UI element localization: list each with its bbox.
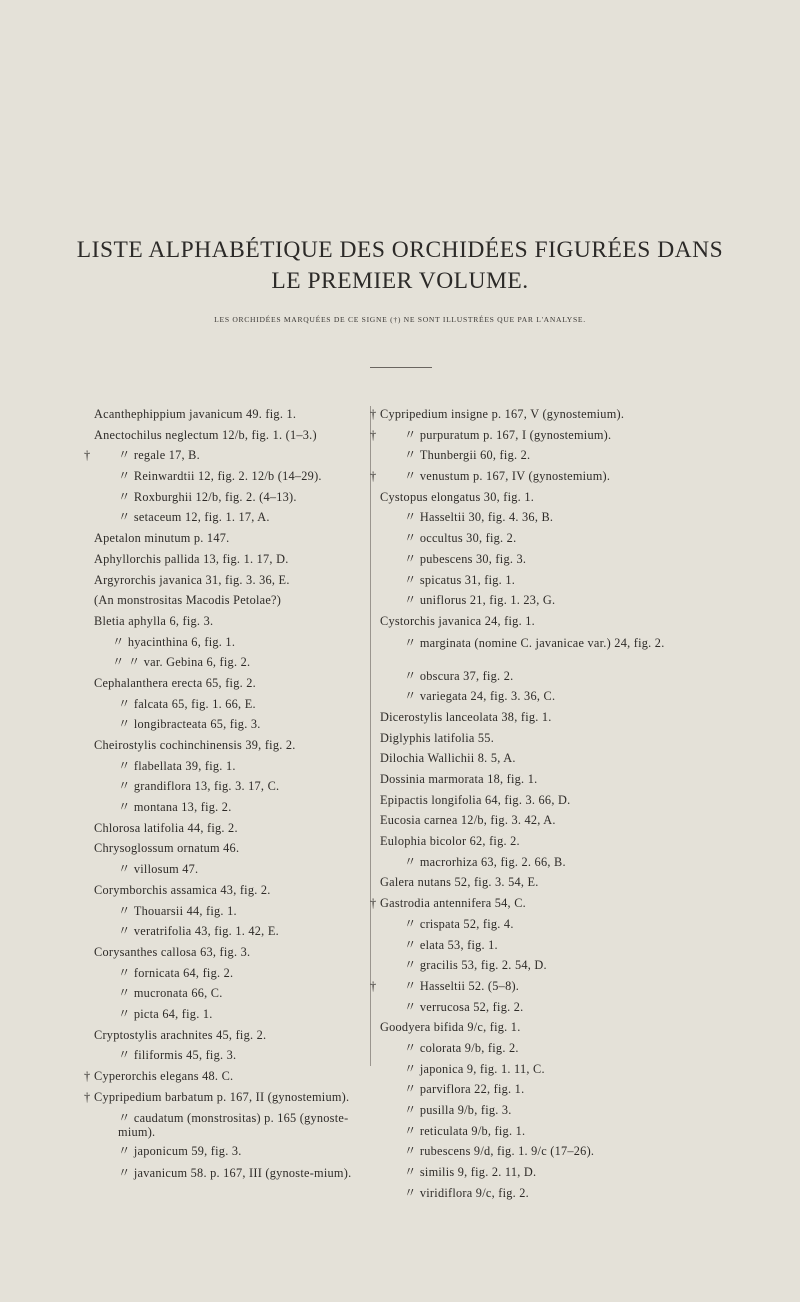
list-item (380, 445, 680, 466)
list-item (380, 590, 680, 611)
entry-text: 〃 pusilla 9/b, fig. 3. (404, 1103, 512, 1117)
entry-text: 〃 variegata 24, fig. 3. 36, C. (404, 689, 556, 704)
list-item (380, 1038, 680, 1059)
list-item (380, 632, 680, 666)
list-item (380, 1017, 680, 1038)
entry-text: 〃 colorata 9/b, fig. 2. (404, 1040, 519, 1055)
entry-text: 〃 hyacinthina 6, fig. 1. (112, 634, 236, 649)
entry-text: 〃 Hasseltii 52. (5–8). (404, 978, 520, 993)
entry-text: Eucosia carnea 12/b, fig. 3. 42, A. (380, 813, 556, 828)
list-item (380, 1162, 680, 1183)
entry-text: (An monstrositas Macodis Petolae?) (94, 593, 282, 608)
list-item (380, 810, 680, 831)
entry-text: 〃 caudatum (monstrositas) p. 165 (gynoste-mium). (118, 1111, 349, 1140)
list-item (380, 686, 680, 707)
list-item (94, 507, 366, 528)
entry-text: Chlorosa latifolia 44, fig. 2. (94, 820, 238, 835)
list-item (380, 914, 680, 935)
entry-text: 〃 reticulata 9/b, fig. 1. (404, 1123, 526, 1138)
entry-text: Cheirostylis cochinchinensis 39, fig. 2. (94, 738, 296, 752)
entry-text: 〃 Reinwardtii 12, fig. 2. 12/b (14–29). (118, 469, 322, 484)
entry-text: 〃 mucronata 66, C. (118, 986, 223, 1001)
right-column (370, 404, 680, 1203)
entry-text: 〃 regale 17, B. (118, 448, 200, 463)
dagger-mark: † (370, 978, 377, 993)
list-item (94, 694, 366, 715)
entry-text: Cypripedium insigne p. 167, V (gynostemium). (380, 407, 625, 421)
entry-text: Chrysoglossum ornatum 46. (94, 841, 240, 856)
list-item (94, 425, 366, 446)
list-item (94, 570, 366, 591)
entry-text: Dicerostylis lanceolata 38, fig. 1. (380, 709, 552, 724)
entry-text: 〃 villosum 47. (118, 862, 199, 877)
entry-text: 〃 occultus 30, fig. 2. (404, 531, 517, 546)
entry-text: 〃 crispata 52, fig. 4. (404, 916, 514, 931)
entry-text: Apetalon minutum p. 147. (94, 531, 230, 546)
entry-text: 〃 grandiflora 13, fig. 3. 17, C. (118, 779, 280, 794)
entry-text: 〃 japonica 9, fig. 1. 11, C. (404, 1061, 545, 1076)
entry-text: Gastrodia antennifera 54, C. (380, 896, 526, 911)
list-item (94, 901, 366, 922)
entry-text: 〃 verrucosa 52, fig. 2. (404, 999, 524, 1014)
header-divider (370, 367, 432, 368)
entry-text: Cypripedium barbatum p. 167, II (gynostemium). (94, 1089, 350, 1104)
entry-text: Acanthephippium javanicum 49. fig. 1. (94, 407, 297, 421)
list-item (380, 955, 680, 976)
entry-text: 〃 japonicum 59, fig. 3. (118, 1144, 242, 1159)
list-item (94, 1141, 366, 1162)
list-item (380, 611, 680, 632)
list-item (94, 487, 366, 508)
entry-text: Bletia aphylla 6, fig. 3. (94, 613, 214, 628)
left-column (84, 404, 366, 1196)
list-item (94, 404, 366, 425)
dagger-mark: † (370, 469, 377, 484)
list-item (94, 611, 366, 632)
entry-text: 〃 uniflorus 21, fig. 1. 23, G. (404, 593, 556, 608)
entry-text: 〃 rubescens 9/d, fig. 1. 9/c (17–26). (404, 1144, 595, 1159)
entry-text: 〃 pubescens 30, fig. 3. (404, 551, 527, 566)
dagger-mark: † (84, 1089, 91, 1104)
entry-text: Corymborchis assamica 43, fig. 2. (94, 882, 271, 897)
entry-text: 〃 Thunbergii 60, fig. 2. (404, 448, 531, 463)
list-item (380, 1183, 680, 1204)
list-item (94, 756, 366, 777)
list-item (370, 976, 680, 997)
list-item (94, 673, 366, 694)
list-item (94, 818, 366, 839)
entry-text: 〃 venustum p. 167, IV (gynostemium). (404, 469, 611, 484)
list-item (94, 1004, 366, 1025)
list-item (94, 942, 366, 963)
page-title-line-2: LE PREMIER VOLUME. (271, 268, 529, 294)
list-item (94, 714, 366, 735)
entry-text: Galera nutans 52, fig. 3. 54, E. (380, 875, 539, 890)
list-item (380, 872, 680, 893)
entry-text: 〃 gracilis 53, fig. 2. 54, D. (404, 958, 547, 973)
list-item (94, 859, 366, 880)
entry-text: Cyperorchis elegans 48. C. (94, 1069, 234, 1083)
entry-text: Goodyera bifida 9/c, fig. 1. (380, 1020, 521, 1035)
entry-text: 〃 Hasseltii 30, fig. 4. 36, B. (404, 510, 554, 525)
entry-text: 〃 macrorhiza 63, fig. 2. 66, B. (404, 854, 566, 869)
list-item (380, 549, 680, 570)
entry-text: Cystopus elongatus 30, fig. 1. (380, 489, 535, 504)
list-item (370, 425, 680, 446)
list-item (380, 728, 680, 749)
list-item (94, 590, 366, 611)
entry-text: 〃 montana 13, fig. 2. (118, 800, 232, 815)
entry-text: Corysanthes callosa 63, fig. 3. (94, 944, 251, 959)
list-item (94, 1107, 366, 1141)
entry-text: 〃 〃 var. Gebina 6, fig. 2. (112, 655, 251, 670)
dagger-mark: † (370, 896, 377, 911)
entry-text: 〃 falcata 65, fig. 1. 66, E. (118, 696, 256, 711)
list-item (94, 1162, 366, 1196)
entry-text: 〃 picta 64, fig. 1. (118, 1006, 213, 1021)
list-item (380, 528, 680, 549)
dagger-mark: † (84, 1069, 91, 1083)
list-item (380, 997, 680, 1018)
entry-text: 〃 fornicata 64, fig. 2. (118, 965, 234, 980)
list-item (380, 790, 680, 811)
entry-text: 〃 marginata (nomine C. javanicae var.) 24, fig. 2. (404, 635, 665, 650)
list-item (380, 935, 680, 956)
entry-text: Aphyllorchis pallida 13, fig. 1. 17, D. (94, 551, 289, 566)
entry-text: Epipactis longifolia 64, fig. 3. 66, D. (380, 792, 571, 807)
list-item (84, 1087, 366, 1108)
column-divider (370, 406, 371, 1066)
page-subtitle: LES ORCHIDÉES MARQUÉES DE CE SIGNE (†) NE SONT ILLUSTRÉES QUE PAR L'ANALYSE. (214, 315, 586, 324)
list-item (94, 880, 366, 901)
list-item (94, 632, 366, 653)
list-item (94, 921, 366, 942)
entry-text: 〃 elata 53, fig. 1. (404, 937, 498, 952)
entry-text: Argyrorchis javanica 31, fig. 3. 36, E. (94, 572, 290, 587)
dagger-mark: † (84, 448, 91, 463)
list-item (370, 404, 680, 425)
dagger-mark: † (370, 427, 377, 442)
list-item (94, 1045, 366, 1066)
entry-text: 〃 parviflora 22, fig. 1. (404, 1082, 525, 1097)
list-item (380, 570, 680, 591)
list-item (84, 445, 366, 466)
list-item (94, 1025, 366, 1046)
entry-text: 〃 veratrifolia 43, fig. 1. 42, E. (118, 924, 279, 939)
entry-text: 〃 purpuratum p. 167, I (gynostemium). (404, 427, 612, 442)
entry-text: Cephalanthera erecta 65, fig. 2. (94, 675, 256, 690)
entry-text: 〃 Roxburghii 12/b, fig. 2. (4–13). (118, 489, 297, 504)
list-item (94, 797, 366, 818)
list-item (380, 1121, 680, 1142)
page-title: LISTE ALPHABÉTIQUE DES ORCHIDÉES FIGURÉES DANS (76, 237, 724, 263)
list-item (94, 776, 366, 797)
list-item (94, 466, 366, 487)
list-item (380, 707, 680, 728)
list-item (370, 466, 680, 487)
entry-text: Dossinia marmorata 18, fig. 1. (380, 772, 538, 786)
entry-text: 〃 spicatus 31, fig. 1. (404, 572, 516, 587)
list-item (380, 831, 680, 852)
list-item (94, 735, 366, 756)
list-item (380, 487, 680, 508)
entry-text: 〃 flabellata 39, fig. 1. (118, 758, 236, 773)
entry-text: 〃 similis 9, fig. 2. 11, D. (404, 1165, 537, 1180)
list-item (94, 549, 366, 570)
list-item (94, 528, 366, 549)
list-item (380, 507, 680, 528)
list-item (94, 963, 366, 984)
list-item (94, 983, 366, 1004)
entry-text: Diglyphis latifolia 55. (380, 730, 495, 745)
list-item (380, 1141, 680, 1162)
list-item (380, 748, 680, 769)
list-item (380, 852, 680, 873)
entry-text: Anectochilus neglectum 12/b, fig. 1. (1–3.) (94, 427, 317, 442)
list-item (94, 652, 366, 673)
entry-text: 〃 filiformis 45, fig. 3. (118, 1048, 237, 1063)
entry-text: Eulophia bicolor 62, fig. 2. (380, 834, 520, 849)
entry-text: 〃 viridiflora 9/c, fig. 2. (404, 1185, 530, 1200)
list-item (370, 893, 680, 914)
entry-text: 〃 longibracteata 65, fig. 3. (118, 717, 261, 732)
entry-text: Dilochia Wallichii 8. 5, A. (380, 751, 516, 766)
list-item (380, 1100, 680, 1121)
list-item (84, 1066, 366, 1087)
list-item (380, 1059, 680, 1080)
entry-text: 〃 javanicum 58. p. 167, III (gynoste-mium). (118, 1166, 352, 1181)
entry-text: 〃 obscura 37, fig. 2. (404, 668, 514, 683)
list-item (380, 1079, 680, 1100)
list-item (380, 769, 680, 790)
entry-text: 〃 Thouarsii 44, fig. 1. (118, 903, 237, 918)
entry-text: 〃 setaceum 12, fig. 1. 17, A. (118, 510, 270, 525)
list-item (380, 666, 680, 687)
list-item (94, 838, 366, 859)
entry-text: Cystorchis javanica 24, fig. 1. (380, 613, 535, 628)
dagger-mark: † (370, 407, 377, 421)
entry-text: Cryptostylis arachnites 45, fig. 2. (94, 1027, 267, 1042)
